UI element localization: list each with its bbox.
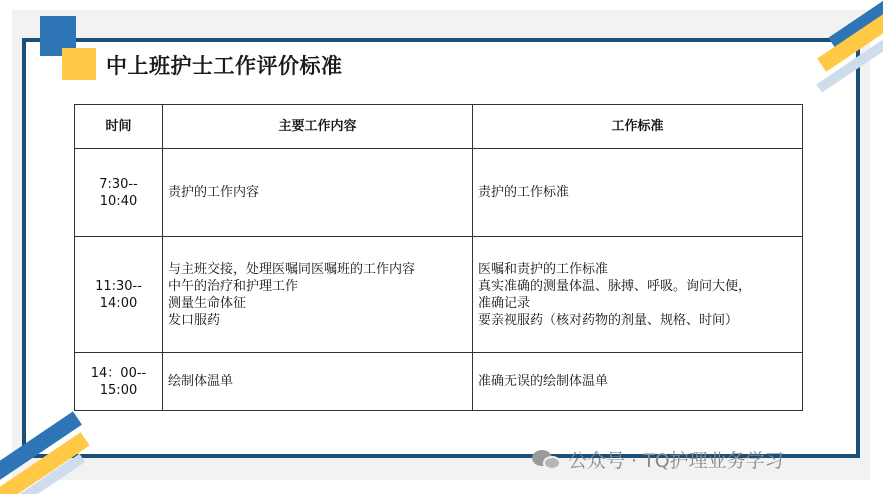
- content-cell: [163, 237, 473, 353]
- content-cell: [163, 149, 473, 237]
- decor-gold-square: [62, 48, 96, 80]
- time-line: 14：00--: [90, 365, 147, 381]
- watermark-text: 公众号 · TQ护理业务学习: [568, 450, 784, 472]
- standard-line: 准确无误的绘制体温单: [478, 374, 609, 389]
- wechat-icon: [532, 448, 562, 472]
- content-line: 与主班交接，处理医嘱同医嘱班的工作内容: [168, 261, 416, 277]
- content-line: 中午的治疗和护理工作: [168, 278, 299, 294]
- standard-line: 真实准确的测量体温、脉搏、呼吸。询问大便，: [478, 278, 752, 294]
- time-cell: [75, 149, 163, 237]
- content-line: 责护的工作内容: [168, 185, 260, 200]
- content-line: 发口服药: [168, 312, 221, 328]
- time-line: 11:30--: [95, 278, 142, 294]
- time-line: 15:00: [99, 382, 138, 398]
- standard-cell: [473, 237, 803, 353]
- evaluation-table: [74, 104, 803, 411]
- table-row: [75, 237, 803, 353]
- table-row: [75, 149, 803, 237]
- standard-line: 责护的工作标准: [478, 185, 570, 200]
- column-header-standard: 工作标准: [473, 105, 803, 149]
- standard-line: 医嘱和责护的工作标准: [478, 261, 609, 277]
- standard-cell: [473, 353, 803, 411]
- content-cell: [163, 353, 473, 411]
- column-header-time: 时间: [75, 105, 163, 149]
- time-line: 7:30--: [99, 176, 138, 192]
- page-title: 中上班护士工作评价标准: [106, 54, 343, 78]
- time-cell: [75, 353, 163, 411]
- content-line: 测量生命体征: [168, 295, 247, 311]
- table-header-row: [75, 105, 803, 149]
- time-line: 10:40: [99, 193, 138, 209]
- content-line: 绘制体温单: [168, 374, 234, 389]
- standard-line: 准确记录: [478, 295, 531, 311]
- table-row: [75, 353, 803, 411]
- watermark: [532, 446, 784, 473]
- time-line: 14:00: [99, 295, 138, 311]
- time-cell: [75, 237, 163, 353]
- column-header-content: 主要工作内容: [163, 105, 473, 149]
- standard-cell: [473, 149, 803, 237]
- standard-line: 要亲视服药（核对药物的剂量、规格、时间）: [478, 312, 739, 328]
